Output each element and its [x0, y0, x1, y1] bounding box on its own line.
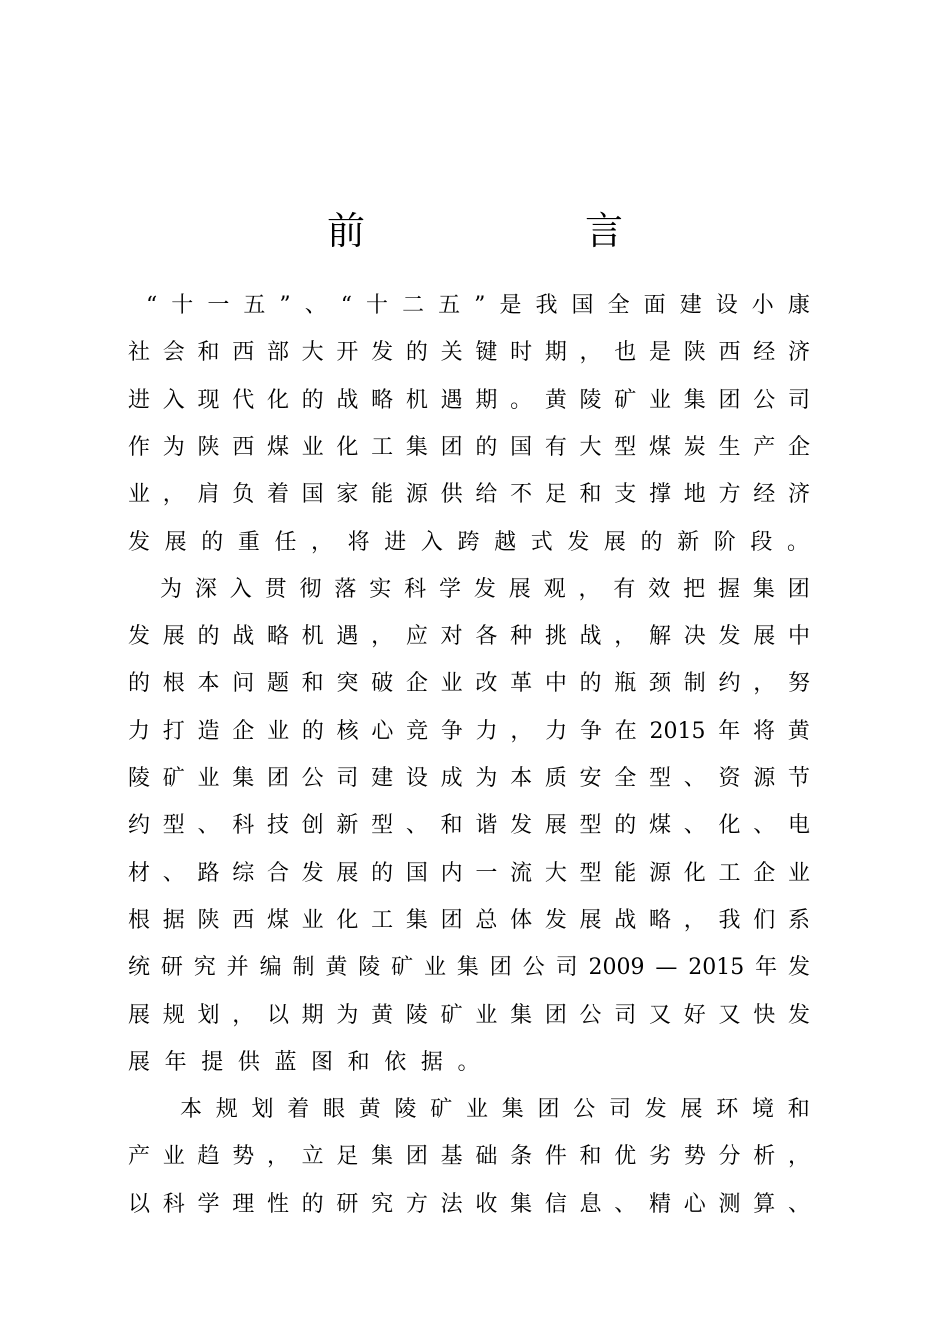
text-line: 进 入 现 代 化 的 战 略 机 遇 期 。 黄 陵 矿 业 集 团 公 司: [128, 387, 810, 413]
text-line: 作 为 陕 西 煤 业 化 工 集 团 的 国 有 大 型 煤 炭 生 产 企: [128, 434, 810, 460]
text-line: 材 、 路 综 合 发 展 的 国 内 一 流 大 型 能 源 化 工 企 业: [128, 860, 810, 886]
page-title: 前 言: [326, 209, 728, 253]
text-line: 的 根 本 问 题 和 突 破 企 业 改 革 中 的 瓶 颈 制 约 ， 努: [128, 671, 810, 697]
text-line: 产 业 趋 势 ， 立 足 集 团 基 础 条 件 和 优 劣 势 分 析 ，: [128, 1144, 810, 1170]
text-line: 社 会 和 西 部 大 开 发 的 关 键 时 期 ， 也 是 陕 西 经 济: [128, 340, 810, 366]
text-line: 根 据 陕 西 煤 业 化 工 集 团 总 体 发 展 战 略 ， 我 们 系: [128, 907, 810, 933]
text-line: 展 年 提 供 蓝 图 和 依 据 。: [128, 1049, 480, 1075]
text-line: 为 深 入 贯 彻 落 实 科 学 发 展 观 ， 有 效 把 握 集 团: [160, 576, 810, 602]
text-line: 以 科 学 理 性 的 研 究 方 法 收 集 信 息 、 精 心 测 算 、: [128, 1191, 810, 1217]
text-line: 发 展 的 重 任 ， 将 进 入 跨 越 式 发 展 的 新 阶 段 。: [128, 529, 809, 555]
text-line: 发 展 的 战 略 机 遇 ， 应 对 各 种 挑 战 ， 解 决 发 展 中: [128, 624, 810, 650]
text-line: 力 打 造 企 业 的 核 心 竞 争 力 ， 力 争 在 2015 年 将 黄: [128, 718, 810, 744]
text-line: 本 规 划 着 眼 黄 陵 矿 业 集 团 公 司 发 展 环 境 和: [180, 1097, 810, 1123]
text-line: 陵 矿 业 集 团 公 司 建 设 成 为 本 质 安 全 型 、 资 源 节: [128, 766, 810, 791]
text-line: 统 研 究 并 编 制 黄 陵 矿 业 集 团 公 司 2009 — 2015 年 发: [128, 955, 810, 981]
text-line: 展 规 划 ， 以 期 为 黄 陵 矿 业 集 团 公 司 又 好 又 快 发: [128, 1002, 810, 1028]
text-line: “ 十 一 五 ” 、 “ 十 二 五 ” 是 我 国 全 面 建 设 小 康: [146, 293, 810, 318]
text-line: 约 型 、 科 技 创 新 型 、 和 谐 发 展 型 的 煤 、 化 、 电: [128, 813, 810, 839]
text-line: 业 ， 肩 负 着 国 家 能 源 供 给 不 足 和 支 撑 地 方 经 济: [128, 482, 810, 508]
